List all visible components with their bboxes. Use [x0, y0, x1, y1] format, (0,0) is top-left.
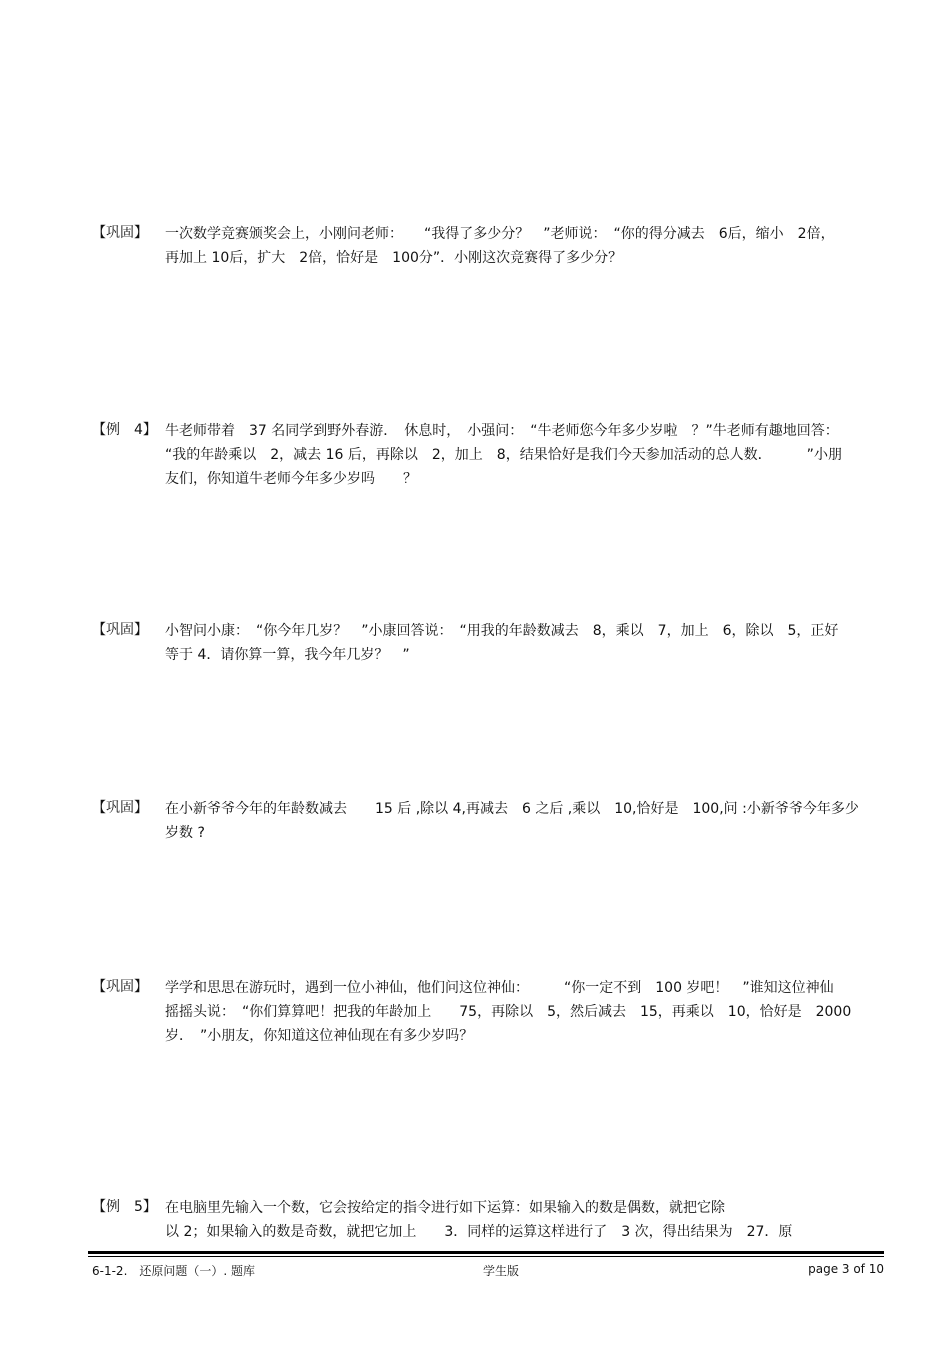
problem-line: 摇摇头说： “你们算算吧！把我的年龄加上 75，再除以 5，然后减去 15，再乘以 10，恰好是 2000	[165, 1004, 852, 1020]
problem-text	[165, 222, 885, 270]
problem-tag: 【例 4】	[92, 422, 157, 438]
footer-divider	[88, 1256, 884, 1257]
footer-edition: 学生版	[483, 1264, 520, 1278]
problem-tag: 【巩固】	[92, 225, 148, 241]
problem-line: 在小新爷爷今年的年龄数减去 15 后 ,除以 4,再减去 6 之后 ,乘以 10,恰好是 100,问 :小新爷爷今年多少	[165, 801, 859, 817]
problem-line: 以 2；如果输入的数是奇数，就把它加上 3．同样的运算这样进行了 3 次，得出结果为 27．原	[165, 1224, 793, 1240]
problem-line: 友们，你知道牛老师今年多少岁吗 ？	[165, 471, 417, 487]
problem-text	[165, 419, 885, 491]
problem-line: 岁数 ?	[165, 825, 205, 841]
problem-text	[165, 797, 885, 845]
problem-line: 一次数学竞赛颁奖会上，小刚问老师： “我得了多少分？ ”老师说： “你的得分减去 6后，缩小 2倍，	[165, 226, 835, 242]
problem-line: 在电脑里先输入一个数，它会按给定的指令进行如下运算：如果输入的数是偶数，就把它除	[165, 1200, 725, 1216]
problem-tag: 【巩固】	[92, 800, 148, 816]
problem-line: 小智问小康： “你今年几岁？ ”小康回答说： “用我的年龄数减去 8，乘以 7，加上 6，除以 5，正好	[165, 623, 839, 639]
problem-line: 岁． ”小朋友，你知道这位神仙现在有多少岁吗？	[165, 1028, 474, 1044]
problem-line: 再加上 10后，扩大 2倍，恰好是 100分”．小刚这次竞赛得了多少分？	[165, 250, 623, 266]
problem-tag: 【巩固】	[92, 622, 148, 638]
footer-divider	[88, 1251, 884, 1254]
problem-text	[165, 619, 885, 667]
problem-line: “我的年龄乘以 2，减去 16 后，再除以 2，加上 8，结果恰好是我们今天参加活动的总人数． ”小朋	[165, 447, 842, 463]
problem-tag: 【巩固】	[92, 979, 148, 995]
problem-tag: 【例 5】	[92, 1199, 157, 1215]
problem-line: 学学和思思在游玩时，遇到一位小神仙，他们问这位神仙： “你一定不到 100 岁吧！ ”谁知这位神仙	[165, 980, 834, 996]
problem-line: 牛老师带着 37 名同学到野外春游． 休息时， 小强问： “牛老师您今年多少岁啦 ？”牛老师有趣地回答：	[165, 423, 839, 439]
footer-doc-title: 6-1-2. 还原问题（一）. 题库	[92, 1264, 256, 1278]
problem-text	[165, 976, 885, 1048]
problem-text	[165, 1196, 885, 1244]
page-number: page 3 of 10	[808, 1262, 884, 1276]
problem-line: 等于 4．请你算一算，我今年几岁？ ”	[165, 647, 410, 663]
